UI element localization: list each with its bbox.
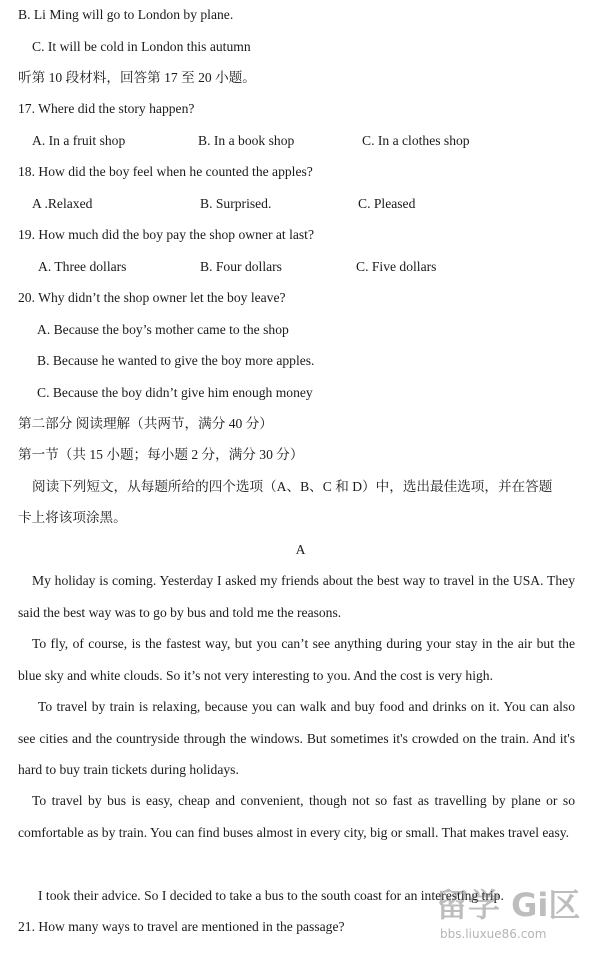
question-20: 20. Why didn’t the shop owner let the boy leave? xyxy=(18,290,286,305)
q18-option-a: A .Relaxed xyxy=(32,196,93,211)
q20-option-a: A. Because the boy’s mother came to the shop xyxy=(37,322,289,337)
q17-option-c: C. In a clothes shop xyxy=(362,133,470,148)
liuxue-logo-icon xyxy=(432,880,592,944)
watermark-url: bbs.liuxue86.com xyxy=(440,927,547,941)
question-17: 17. Where did the story happen? xyxy=(18,101,195,116)
paragraph-1: My holiday is coming. Yesterday I asked my friends about the best way to travel in the USA. They said the best way was to go by bus and told me the reasons. xyxy=(18,573,575,620)
paragraph-4: To travel by bus is easy, cheap and convenient, though not so fast as travelling by plane or so comfortable as by train. You can find buses almost in every city, big or small. That makes travel easy. xyxy=(18,793,575,840)
watermark-logo xyxy=(432,880,592,944)
reading-instruction-line-1: 阅读下列短文，从每题所给的四个选项（A、B、C 和 D）中，选出最佳选项，并在答题 xyxy=(32,479,553,494)
q18-option-b: B. Surprised. xyxy=(200,196,272,211)
q17-option-b: B. In a book shop xyxy=(198,133,295,148)
q17-option-a: A. In a fruit shop xyxy=(32,133,126,148)
reading-instruction-line-2: 卡上将该项涂黑。 xyxy=(18,510,127,525)
paragraph-3: To travel by train is relaxing, because you can walk and buy food and drinks on it. You can also see cities and the countryside through the windows. But sometimes it's crowded on the train. And it's hard to buy train tickets during holidays. xyxy=(18,699,575,777)
q19-option-b: B. Four dollars xyxy=(200,259,282,274)
q18-option-c: C. Pleased xyxy=(358,196,416,211)
option-c-line: C. It will be cold in London this autumn xyxy=(32,39,251,54)
paragraph-5: I took their advice. So I decided to take a bus to the south coast for an interesting trip. xyxy=(38,888,504,903)
passage-title: A xyxy=(295,542,306,557)
q20-option-c: C. Because the boy didn’t give him enough money xyxy=(37,385,313,400)
option-b-line: B. Li Ming will go to London by plane. xyxy=(18,7,234,22)
section-one-heading: 第一节（共 15 小题；每小题 2 分，满分 30 分） xyxy=(18,447,304,462)
q20-option-b: B. Because he wanted to give the boy more apples. xyxy=(37,353,315,368)
question-19: 19. How much did the boy pay the shop owner at last? xyxy=(18,227,314,242)
watermark-logo-text: 留学 Gi区 xyxy=(436,886,581,924)
q19-option-a: A. Three dollars xyxy=(38,259,127,274)
listening-instruction: 听第 10 段材料，回答第 17 至 20 小题。 xyxy=(18,70,256,85)
question-21: 21. How many ways to travel are mentioned in the passage? xyxy=(18,919,345,934)
question-18: 18. How did the boy feel when he counted the apples? xyxy=(18,164,313,179)
paragraph-2: To fly, of course, is the fastest way, but you can’t see anything during your stay in the air but the blue sky and white clouds. So it’s not very interesting to you. And the cost is very high. xyxy=(18,636,575,683)
part-two-heading: 第二部分 阅读理解（共两节，满分 40 分） xyxy=(18,416,273,431)
q19-option-c: C. Five dollars xyxy=(356,259,437,274)
